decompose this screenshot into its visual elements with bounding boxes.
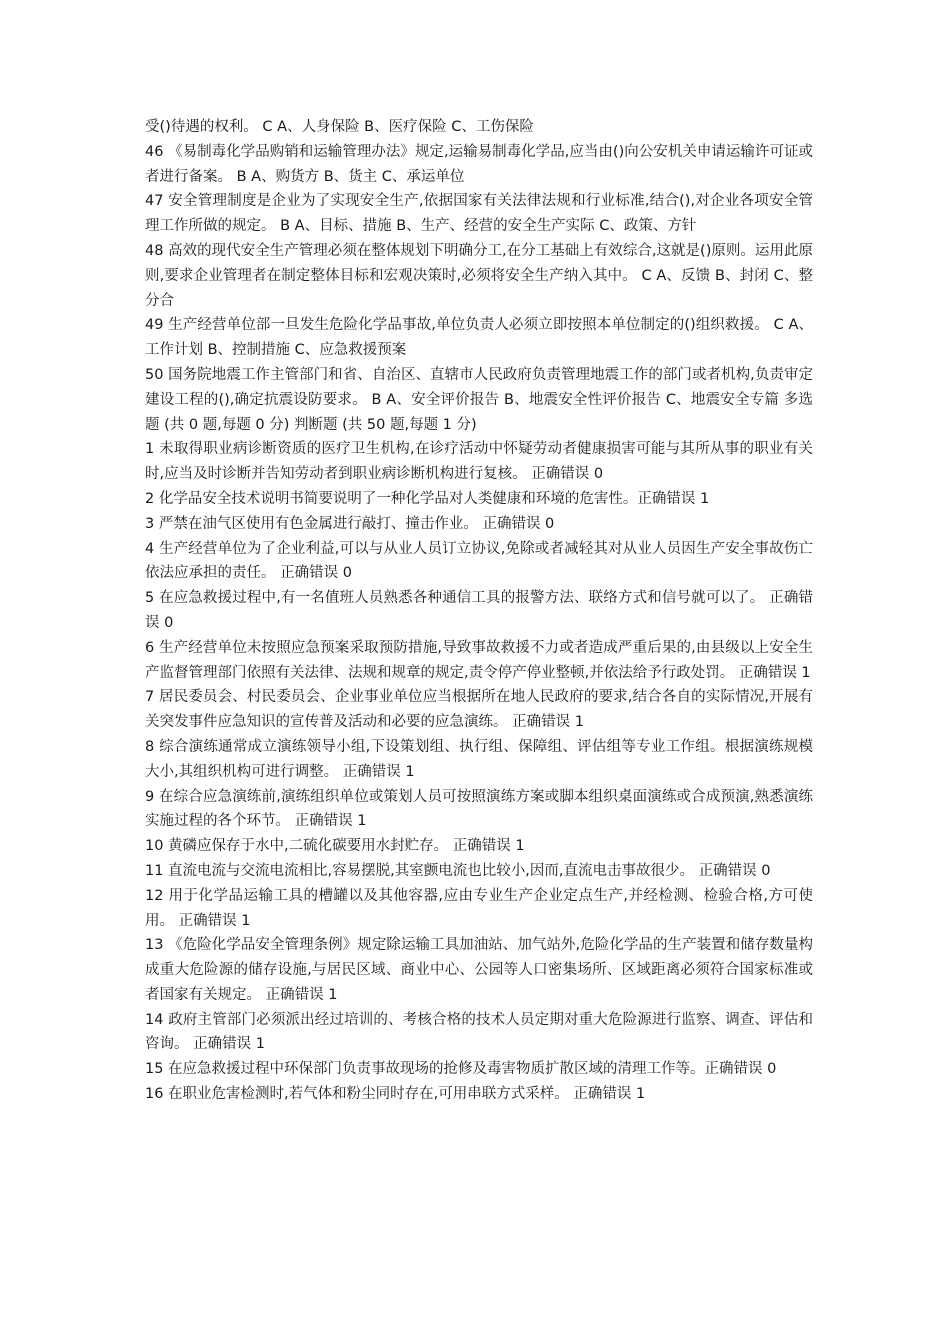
paragraph-tf11: 11 直流电流与交流电流相比,容易摆脱,其室颤电流也比较小,因而,直流电击事故很少。 正确错误 0 [145,862,771,879]
paragraph-tf16: 16 在职业危害检测时,若气体和粉尘同时存在,可用串联方式采样。 正确错误 1 [145,1086,646,1103]
paragraph-q49: 49 生产经营单位部一旦发生危险化学品事故,单位负责人必须立即按照本单位制定的()组织救援。 C A、工作计划 B、控制措施 C、应急救援预案 [145,317,813,359]
paragraph-tf2: 2 化学品安全技术说明书简要说明了一种化学品对人类健康和环境的危害性。正确错误 1 [145,490,710,507]
paragraph-tf7: 7 居民委员会、村民委员会、企业事业单位应当根据所在地人民政府的要求,结合各自的实际情况,开展有关突发事件应急知识的宣传普及活动和必要的应急演练。 正确错误 1 [145,689,813,731]
paragraph-tf12: 12 用于化学品运输工具的槽罐以及其他容器,应由专业生产企业定点生产,并经检测、检验合格,方可使用。 正确错误 1 [145,887,813,929]
paragraph-tf5: 5 在应急救援过程中,有一名值班人员熟悉各种通信工具的报警方法、联络方式和信号就可以了。 正确错误 0 [145,590,813,631]
paragraph-q45-tail: 受()待遇的权利。 C A、人身保险 B、医疗保险 C、工伤保险 [145,119,534,135]
document-body [145,115,813,1107]
paragraph-q46: 46 《易制毒化学品购销和运输管理办法》规定,运输易制毒化学品,应当由()向公安机关申请运输许可证或者进行备案。 B A、购货方 B、货主 C、承运单位 [145,143,813,185]
paragraph-tf15: 15 在应急救援过程中环保部门负责事故现场的抢修及毒害物质扩散区域的清理工作等。正确错误 0 [145,1061,777,1078]
paragraph-tf6: 6 生产经营单位未按照应急预案采取预防措施,导致事故救援不力或者造成严重后果的,由县级以上安全生产监督管理部门依照有关法律、法规和规章的规定,责令停产停业整顿,并依法给予行政处罚。 正确错误 1 [145,639,813,681]
paragraph-q50: 50 国务院地震工作主管部门和省、自治区、直辖市人民政府负责管理地震工作的部门或者机构,负责审定建设工程的(),确定抗震设防要求。 B A、安全评价报告 B、地震安全性评价报告 C、地震安全专篇 多选题 (共 0 题,每题 0 分) 判断题 (共 50 题,每题 1 分) [145,366,813,433]
paragraph-q48: 48 高效的现代安全生产管理必须在整体规划下明确分工,在分工基础上有效综合,这就是()原则。运用此原则,要求企业管理者在制定整体目标和宏观决策时,必须将安全生产纳入其中。 C A、反馈 B、封闭 C、整分合 [145,242,813,309]
paragraph-tf1: 1 未取得职业病诊断资质的医疗卫生机构,在诊疗活动中怀疑劳动者健康损害可能与其所从事的职业有关时,应当及时诊断并告知劳动者到职业病诊断机构进行复核。 正确错误 0 [145,441,813,483]
paragraph-tf13: 13 《危险化学品安全管理条例》规定除运输工具加油站、加气站外,危险化学品的生产装置和储存数量构成重大危险源的储存设施,与居民区域、商业中心、公园等人口密集场所、区域距离必须符合国家标准或者国家有关规定。 正确错误 1 [145,937,813,1003]
paragraph-tf9: 9 在综合应急演练前,演练组织单位或策划人员可按照演练方案或脚本组织桌面演练或合成预演,熟悉演练实施过程的各个环节。 正确错误 1 [145,788,813,830]
paragraph-tf14: 14 政府主管部门必须派出经过培训的、考核合格的技术人员定期对重大危险源进行监察、调查、评估和咨询。 正确错误 1 [145,1011,813,1053]
paragraph-q47: 47 安全管理制度是企业为了实现安全生产,依据国家有关法律法规和行业标准,结合(),对企业各项安全管理工作所做的规定。 B A、目标、措施 B、生产、经营的安全生产实际 C、政策、方针 [145,193,813,235]
paragraph-tf4: 4 生产经营单位为了企业利益,可以与从业人员订立协议,免除或者减轻其对从业人员因生产安全事故伤亡依法应承担的责任。 正确错误 0 [145,540,813,582]
paragraph-tf8: 8 综合演练通常成立演练领导小组,下设策划组、执行组、保障组、评估组等专业工作组。根据演练规模大小,其组织机构可进行调整。 正确错误 1 [145,738,813,780]
paragraph-tf10: 10 黄磷应保存于水中,二硫化碳要用水封贮存。 正确错误 1 [145,838,525,855]
paragraph-tf3: 3 严禁在油气区使用有色金属进行敲打、撞击作业。 正确错误 0 [145,515,555,532]
